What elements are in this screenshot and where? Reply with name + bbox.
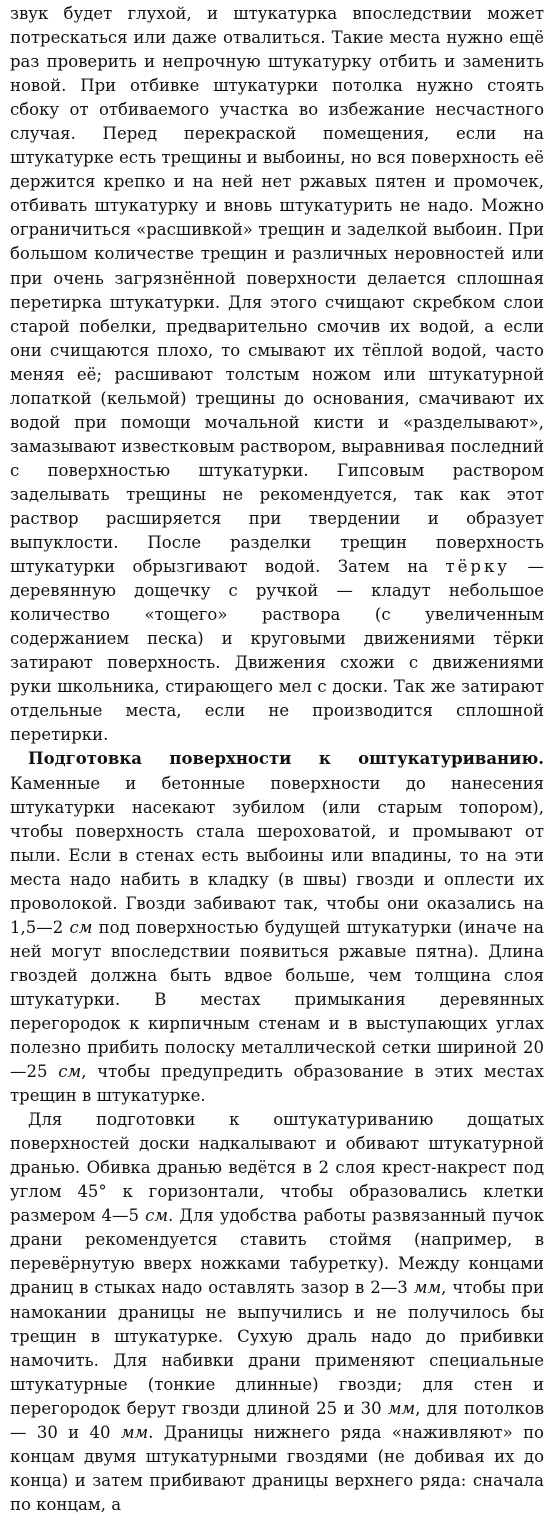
- text-segment: звук будет глухой, и штукатурка впоследствии может потрескаться или даже отвалиться. Такие места нужно ещё раз проверить и непрочную штукатурку отбить и заменить новой. При отбивке штукатурки потолка нужно стоять сбоку от отбиваемого участка во избежание несчастного случая. Перед перекраской помещения, если на штукатурке есть трещины и выбоины, но вся поверхность её держится крепко и на ней нет ржавых пятен и промочек, отбивать штукатурку и вновь штукатурить не надо. Можно ограничиться «расшивкой» трещин и заделкой выбоин. При большом количестве трещин и различных неровностей или при очень загрязнённой поверхности делается сплошная перетирка штукатурки. Для этого счищают скребком слои старой побелки, предварительно смочив их водой, а если они счищаются плохо, то смывают их тёплой водой, часто меняя её; расшивают толстым ножом или штукатурной лопаткой (кельмой) трещины до основания, смачивают их водой при помощи мочальной кисти и «разделывают», замазывают известковым раствором, выравнивая последний с поверхностью штукатурки. Гипсовым раствором заделывать трещины не рекомендуется, так как этот раствор расширяется при твердении и образует выпуклости. После разделки трещин поверхность штукатурки обрызгивают водой. Затем на: [10, 4, 544, 577]
- text-segment: . Драницы нижнего ряда «наживляют» по концам двумя штукатурными гвоздями (не добивая их до конца) и затем прибивают драницы верхнего ряда: сначала по концам, а: [10, 1422, 544, 1514]
- document-page: [10, 2, 544, 1517]
- unit-label: мм: [413, 1278, 442, 1298]
- unit-label: мм: [120, 1422, 149, 1442]
- text-segment: , для потолков — 30 и 40: [10, 1398, 544, 1442]
- text-segment: Для подготовки к оштукатуриванию дощатых поверхностей доски надкалывают и обивают штукатурной дранью. Обивка дранью ведётся в 2 слоя крест-накрест под углом 45° к горизонтали, чтобы образовались клетки размером 4—5: [10, 1110, 544, 1226]
- text-segment: , чтобы предупредить образование в этих местах трещин в штукатурке.: [10, 1062, 544, 1106]
- emphasized-term-terka: тёрку: [445, 557, 511, 577]
- unit-label: см: [145, 1206, 169, 1226]
- text-segment: Каменные и бетонные поверхности до нанесения штукатурки насекают зубилом (или старым топором), чтобы поверхность стала шероховатой, и промывают от пыли. Если в стенах есть выбоины или впадины, то на эти места надо набить в кладку (в швы) гвозди и оплести их проволокой. Гвозди забивают так, чтобы они оказались на 1,5—2: [10, 773, 544, 937]
- text-segment: . Для удобства работы развязанный пучок драни рекомендуется ставить стоймя (например, в перевёрнутую вверх ножками табуретку). Между концами драниц в стыках надо оставлять зазор в 2—3: [10, 1206, 544, 1298]
- unit-label: мм: [387, 1398, 416, 1418]
- text-segment: , чтобы при намокании драницы не выпучились и не получилось бы трещин в штукатурке. Сухую драль надо до прибивки намочить. Для набивки драни применяют специальные штукатурные (тонкие длинные) гвозди; для стен и перегородок берут гвозди длиной 25 и 30: [10, 1278, 544, 1418]
- paragraph-wooden-surfaces: [10, 1108, 544, 1517]
- text-segment: под поверхностью будущей штукатурки (иначе на ней могут впоследствии появиться ржавые пятна). Длина гвоздей должна быть вдвое больше, чем толщина слоя штукатурки. В местах примыкания деревянных перегородок к кирпичным стенам и в выступающих углах полезно прибить полоску металлической сетки шириной 20—25: [10, 917, 544, 1082]
- text-segment: — деревянную дощечку с ручкой — кладут небольшое количество «тощего» раствора (с увеличенным содержанием песка) и круговыми движениями тёрки затирают поверхность. Движения схожи с движениями руки школьника, стирающего мел с доски. Так же затирают отдельные места, если не производится сплошной перетирки.: [10, 557, 545, 745]
- unit-label: см: [69, 917, 93, 937]
- unit-label: см: [58, 1062, 82, 1082]
- paragraph-plaster-repair: [10, 2, 544, 747]
- section-heading: Подготовка поверхности к оштукатуриванию.: [28, 749, 544, 769]
- paragraph-surface-preparation: [10, 747, 544, 1108]
